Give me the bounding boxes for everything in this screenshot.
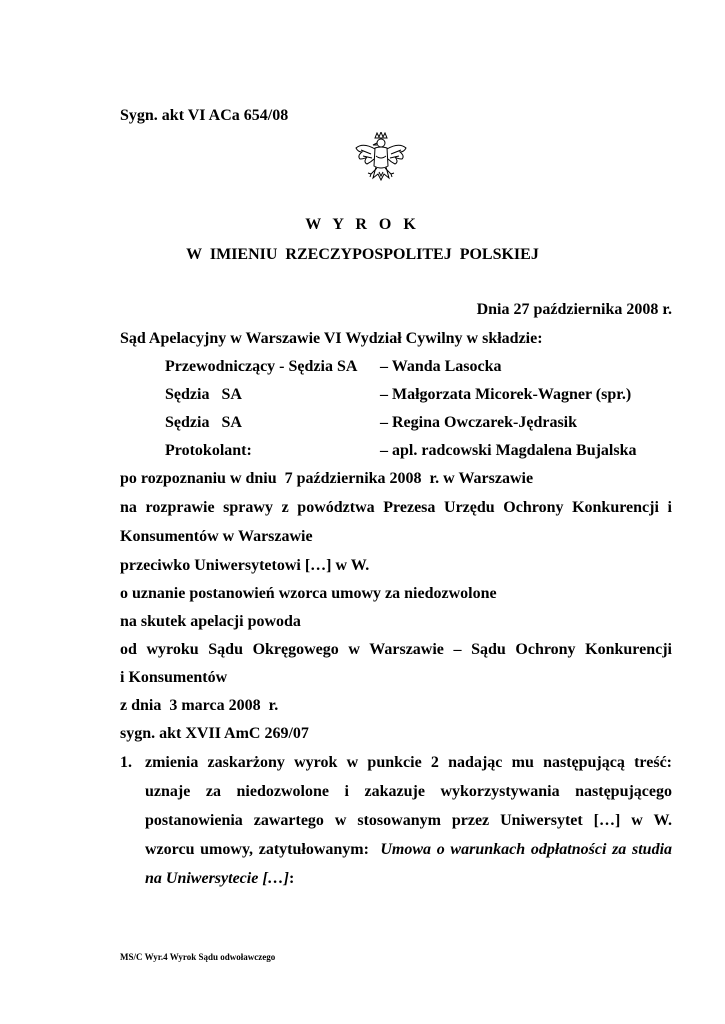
ruling-number: 1. <box>120 754 132 771</box>
ruling-text-plain: : <box>288 870 295 887</box>
court-composition: Sąd Apelacyjny w Warszawie VI Wydział Cywilny w składzie: <box>120 330 543 347</box>
ruling-text <box>145 840 672 860</box>
against-line: przeciwko Uniwersytetowi […] w W. <box>120 557 370 574</box>
panel-member-name: – Regina Owczarek-Jędrasik <box>380 414 578 431</box>
ruling-text <box>145 869 294 889</box>
panel-role: Sędzia SA <box>165 386 242 403</box>
judgment-line: od wyroku Sądu Okręgowego w Warszawie – Sądu Ochrony Konkurencji <box>120 641 672 658</box>
verdict-title: W Y R O K <box>305 216 420 233</box>
ruling-text-plain: wzorcu umowy, zatytułowanym: <box>145 841 375 858</box>
case-line: Konsumentów w Warszawie <box>120 528 313 545</box>
judgment-signature: sygn. akt XVII AmC 269/07 <box>120 725 309 742</box>
panel-role: Protokolant: <box>165 442 252 459</box>
subject-line: o uznanie postanowień wzorca umowy za niedozwolone <box>120 585 497 602</box>
case-signature: Sygn. akt VI ACa 654/08 <box>120 107 289 124</box>
case-line: na rozprawie sprawy z powództwa Prezesa Urzędu Ochrony Konkurencji i <box>120 499 672 516</box>
hearing-line: po rozpoznaniu w dniu 7 października 2008 r. w Warszawie <box>120 470 534 487</box>
panel-member-name: – Wanda Lasocka <box>380 358 502 375</box>
judgment-line: i Konsumentów <box>120 669 228 686</box>
polish-eagle-emblem-icon <box>353 132 409 192</box>
contract-title-italic: na Uniwersytecie […] <box>145 870 289 887</box>
panel-role: Przewodniczący - Sędzia SA <box>165 358 358 375</box>
verdict-date: Dnia 27 października 2008 r. <box>476 301 672 318</box>
ruling-text: zmienia zaskarżony wyrok w punkcie 2 nadając mu następującą treść: <box>145 754 672 771</box>
ruling-text: uznaje za niedozwolone i zakazuje wykorzystywania następującego <box>145 783 672 800</box>
contract-title-italic: Umowa o warunkach odpłatności za studia <box>380 841 673 858</box>
ruling-text: postanowienia zawartego w stosowanym przez Uniwersytet […] w W. <box>145 812 672 829</box>
panel-role: Sędzia SA <box>165 414 242 431</box>
in-name-of-republic: W IMIENIU RZECZYPOSPOLITEJ POLSKIEJ <box>186 246 539 263</box>
appeal-line: na skutek apelacji powoda <box>120 613 301 630</box>
panel-member-name: – Małgorzata Micorek-Wagner (spr.) <box>380 386 632 403</box>
form-footer: MS/C Wyr.4 Wyrok Sądu odwoławczego <box>120 952 276 962</box>
panel-member-name: – apl. radcowski Magdalena Bujalska <box>380 442 637 459</box>
judgment-date: z dnia 3 marca 2008 r. <box>120 697 279 714</box>
